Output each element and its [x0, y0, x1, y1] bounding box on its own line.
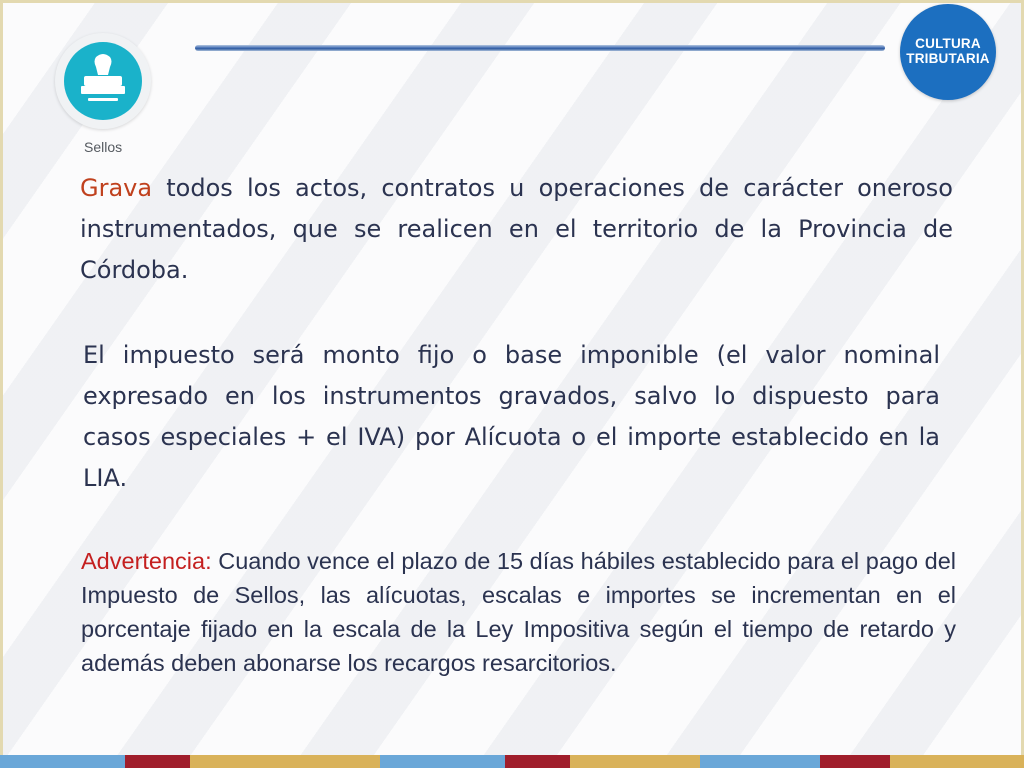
- paragraph-grava: [80, 168, 953, 291]
- advertencia-body: Cuando vence el plazo de 15 días hábiles establecido para el pago del Impuesto de Sellos, las alícuotas, escalas e importes se incrementan en el porcentaje fijado en la escala de la Ley Impositiva según el tiempo de retardo y además deben abonarse los recargos resarcitorios.: [81, 548, 956, 676]
- left-border: [0, 0, 3, 755]
- band-segment: [0, 755, 125, 768]
- logo-text-line2: TRIBUTARIA: [906, 51, 990, 66]
- band-segment: [380, 755, 505, 768]
- header-divider: [195, 45, 885, 51]
- paragraph-impuesto: El impuesto será monto fijo o base imponible (el valor nominal expresado en los instrumentos gravados, salvo lo dispuesto para casos especiales + el IVA) por Alícuota o el importe establecido en la LIA.: [83, 341, 940, 492]
- band-segment: [125, 755, 190, 768]
- paragraph-grava-body: todos los actos, contratos u operaciones de carácter oneroso instrumentados, que se realicen en el territorio de la Provincia de Córdoba.: [80, 174, 953, 284]
- advertencia-label: Advertencia:: [81, 548, 212, 574]
- rubber-stamp-icon: [64, 42, 142, 120]
- band-segment: [890, 755, 1024, 768]
- band-segment: [700, 755, 820, 768]
- stamp-badge: [55, 33, 151, 129]
- stamp-label: Sellos: [84, 139, 123, 155]
- bottom-color-band: [0, 755, 1024, 768]
- top-border: [0, 0, 1024, 3]
- band-segment: [190, 755, 380, 768]
- band-segment: [505, 755, 570, 768]
- band-segment: [820, 755, 890, 768]
- grava-highlight: Grava: [80, 174, 153, 202]
- paragraph-advertencia: [81, 544, 956, 680]
- logo-text-line1: CULTURA: [915, 36, 981, 51]
- band-segment: [570, 755, 700, 768]
- cultura-tributaria-logo: [900, 4, 996, 100]
